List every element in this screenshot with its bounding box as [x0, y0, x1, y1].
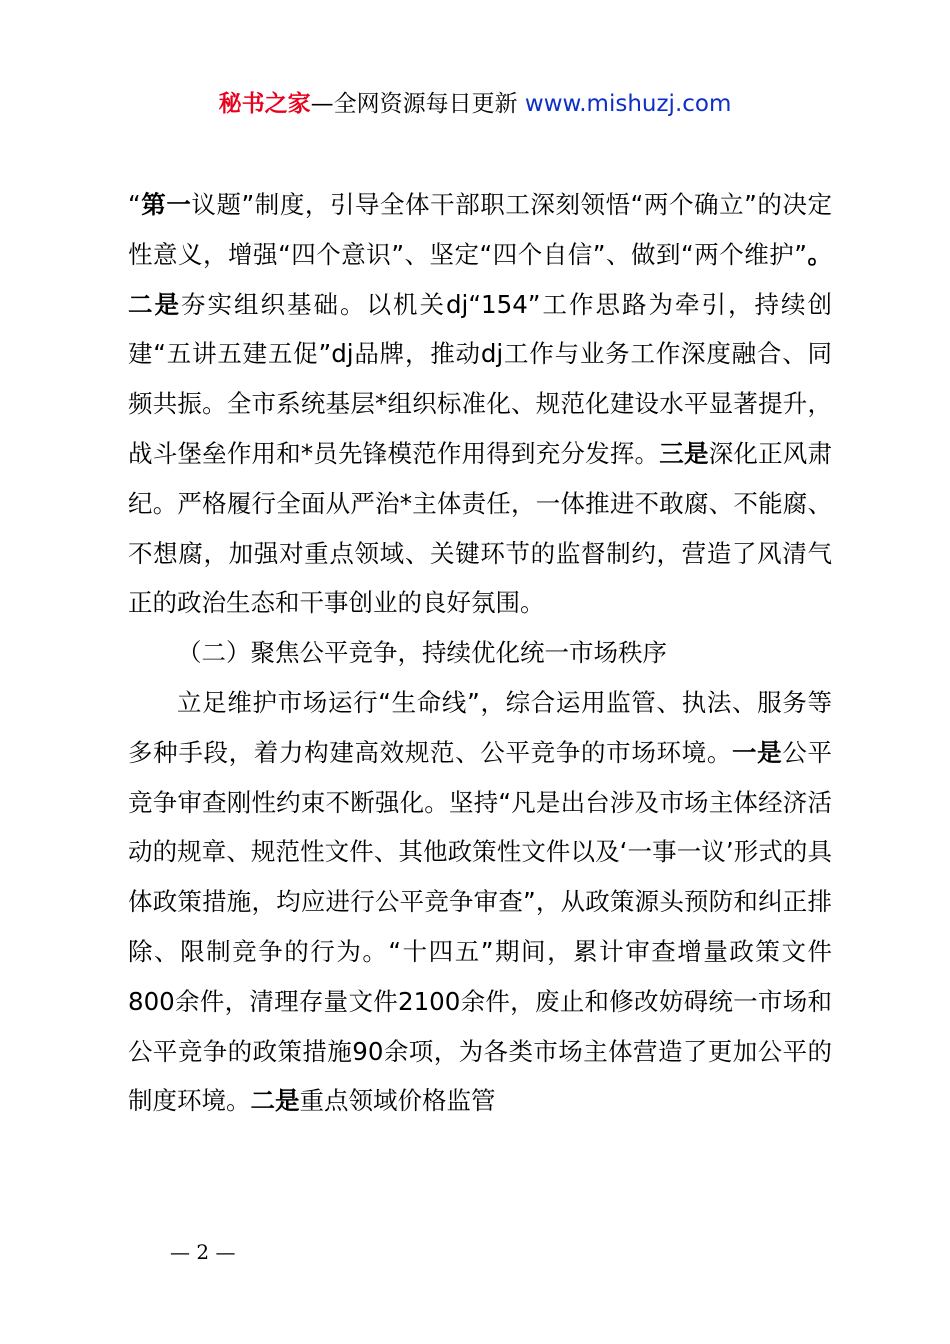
site-url-link[interactable]: www.mishuzj.com — [524, 91, 732, 117]
bold-text: 一是 — [732, 737, 783, 767]
page-header — [0, 84, 950, 124]
text-span: “ — [128, 190, 141, 219]
bold-text: 二是 — [250, 1086, 300, 1116]
bold-text: 第一 — [140, 190, 192, 219]
paragraph-party-building — [128, 180, 832, 628]
text-span: 重点领域价格监管 — [299, 1086, 496, 1116]
bold-text: 。二是 — [128, 239, 833, 319]
text-span: 公平竞争审查刚性约束不断强化。坚持“凡是出台涉及市场主体经济活动的规章、规范性文件、其他政策性文件以及‘一事一议’形式的具体政策措施，均应进行公平竞争审查”，从政策源头预防和纠正排除、限制竞争的行为。“十四五”期间，累计审查增量政策文件800余件，清理存量文件2100余件，废止和修改妨碍统一市场和公平竞争的政策措施90余项，为各类市场主体营造了更加公平的制度环境。 — [128, 737, 833, 1116]
section-heading-fair-competition: （二）聚焦公平竞争，持续优化统一市场秩序 — [177, 638, 667, 668]
paragraph-fair-competition — [128, 678, 832, 1126]
document-body — [128, 180, 832, 1126]
site-brand: 秘书之家 — [218, 91, 311, 117]
page-number: — 2 — — [170, 1240, 236, 1264]
text-span: 议题”制度，引导全体干部职工深刻领悟“两个确立”的决定性意义，增强“四个意识”、坚定“四个自信”、做到“两个维护” — [128, 190, 833, 269]
site-tagline: —全网资源每日更新 — [310, 91, 525, 117]
text-span: 立足维护市场运行“生命线”，综合运用监管、执法、服务等多种手段，着力构建高效规范、公平竞争的市场环境。 — [128, 687, 832, 767]
bold-text: 三是 — [659, 438, 709, 468]
text-span: 深化正风肃纪。严格履行全面从严治*主体责任，一体推进不敢腐、不能腐、不想腐，加强对重点领域、关键环节的监督制约，营造了风清气正的政治生态和干事创业的良好氛围。 — [128, 438, 833, 618]
text-span: 夯实组织基础。以机关dj“154”工作思路为牵引，持续创建“五讲五建五促”dj品牌，推动dj工作与业务工作深度融合、同频共振。全市系统基层*组织标准化、规范化建设水平显著提升，战斗堡垒作用和*员先锋模范作用得到充分发挥。 — [128, 289, 832, 468]
